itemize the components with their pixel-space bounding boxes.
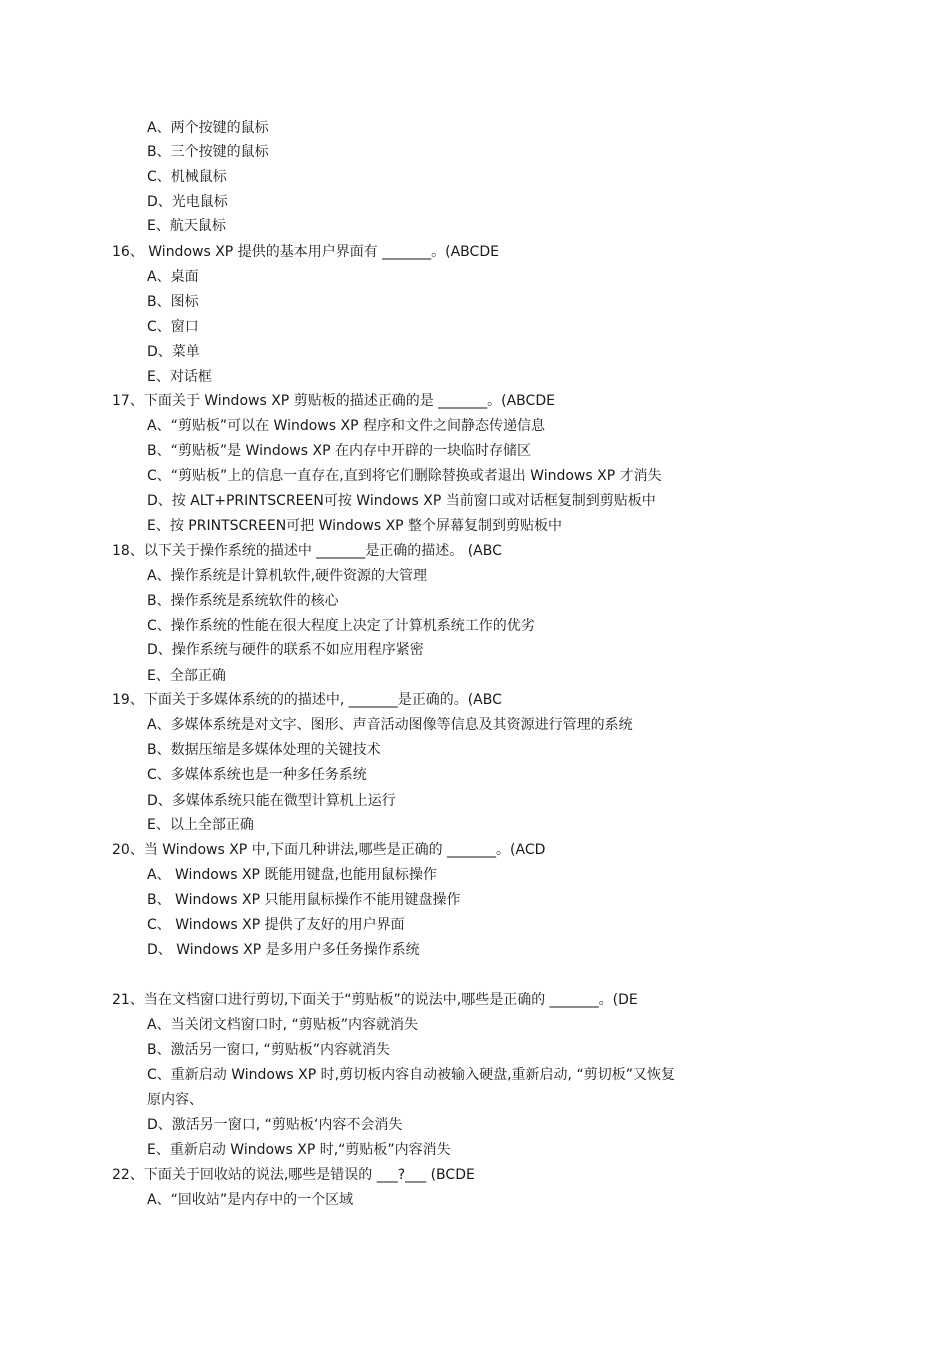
option-line: A、桌面 [147, 269, 199, 285]
option-line: B、“剪贴板”是 Windows XP 在内存中开辟的一块临时存储区 [147, 443, 531, 459]
option-line: D、操作系统与硬件的联系不如应用程序紧密 [147, 642, 424, 658]
option-line: E、按 PRINTSCREEN可把 Windows XP 整个屏幕复制到剪贴板中 [147, 518, 563, 534]
option-line: B、图标 [147, 294, 199, 310]
option-line: E、以上全部正确 [147, 817, 254, 833]
question-line: 22、下面关于回收站的说法,哪些是错误的 ___?___ (BCDE [112, 1167, 475, 1183]
question-line: 16、 Windows XP 提供的基本用户界面有 _______。(ABCDE [112, 244, 499, 260]
option-line: C、机械鼠标 [147, 169, 227, 185]
option-line: E、对话框 [147, 369, 212, 385]
option-line: C、操作系统的性能在很大程度上决定了计算机系统工作的优劣 [147, 618, 535, 634]
option-line: C、窗口 [147, 319, 199, 335]
option-line: A、多媒体系统是对文字、图形、声音活动图像等信息及其资源进行管理的系统 [147, 717, 633, 733]
option-line: C、 Windows XP 提供了友好的用户界面 [147, 917, 405, 933]
option-line: B、三个按键的鼠标 [147, 144, 269, 160]
option-line: A、“回收站”是内存中的一个区域 [147, 1192, 354, 1208]
question-line: 21、当在文档窗口进行剪切,下面关于“剪贴板”的说法中,哪些是正确的 _______。(DE [112, 992, 638, 1008]
option-line: B、操作系统是系统软件的核心 [147, 593, 339, 609]
option-line: C、“剪贴板”上的信息一直存在,直到将它们删除替换或者退出 Windows XP 才消失 [147, 468, 662, 484]
option-line: D、菜单 [147, 344, 200, 360]
option-line: A、当关闭文档窗口时, “剪贴板”内容就消失 [147, 1017, 418, 1033]
option-line: B、数据压缩是多媒体处理的关键技术 [147, 742, 381, 758]
question-line: 20、当 Windows XP 中,下面几种讲法,哪些是正确的 _______。(ACD [112, 842, 546, 858]
option-line: E、全部正确 [147, 668, 226, 684]
option-line: E、重新启动 Windows XP 时,“剪贴板”内容消失 [147, 1142, 451, 1158]
option-line: A、两个按键的鼠标 [147, 120, 269, 136]
option-line: B、激活另一窗口, “剪贴板”内容就消失 [147, 1042, 391, 1058]
option-line: C、重新启动 Windows XP 时,剪切板内容自动被输入硬盘,重新启动, “剪切板”又恢复 [147, 1067, 675, 1083]
option-line: A、操作系统是计算机软件,硬件资源的大管理 [147, 568, 428, 584]
option-line: D、多媒体系统只能在微型计算机上运行 [147, 793, 396, 809]
option-line: C、多媒体系统也是一种多任务系统 [147, 767, 367, 783]
option-line: A、“剪贴板”可以在 Windows XP 程序和文件之间静态传递信息 [147, 418, 545, 434]
question-line: 18、以下关于操作系统的描述中 _______是正确的描述。 (ABC [112, 543, 502, 559]
option-line: A、 Windows XP 既能用键盘,也能用鼠标操作 [147, 867, 437, 883]
question-line: 19、下面关于多媒体系统的的描述中, _______是正确的。(ABC [112, 692, 502, 708]
option-line: D、 Windows XP 是多用户多任务操作系统 [147, 942, 420, 958]
option-line: E、航天鼠标 [147, 218, 226, 234]
option-continuation-line: 原内容、 [147, 1092, 203, 1108]
option-line: D、光电鼠标 [147, 194, 228, 210]
option-line: D、激活另一窗口, “剪贴板‘内容不会消失 [147, 1117, 403, 1133]
question-line: 17、下面关于 Windows XP 剪贴板的描述正确的是 _______。(ABCDE [112, 393, 555, 409]
option-line: D、按 ALT+PRINTSCREEN可按 Windows XP 当前窗口或对话框复制到剪贴板中 [147, 493, 656, 509]
option-line: B、 Windows XP 只能用鼠标操作不能用键盘操作 [147, 892, 461, 908]
